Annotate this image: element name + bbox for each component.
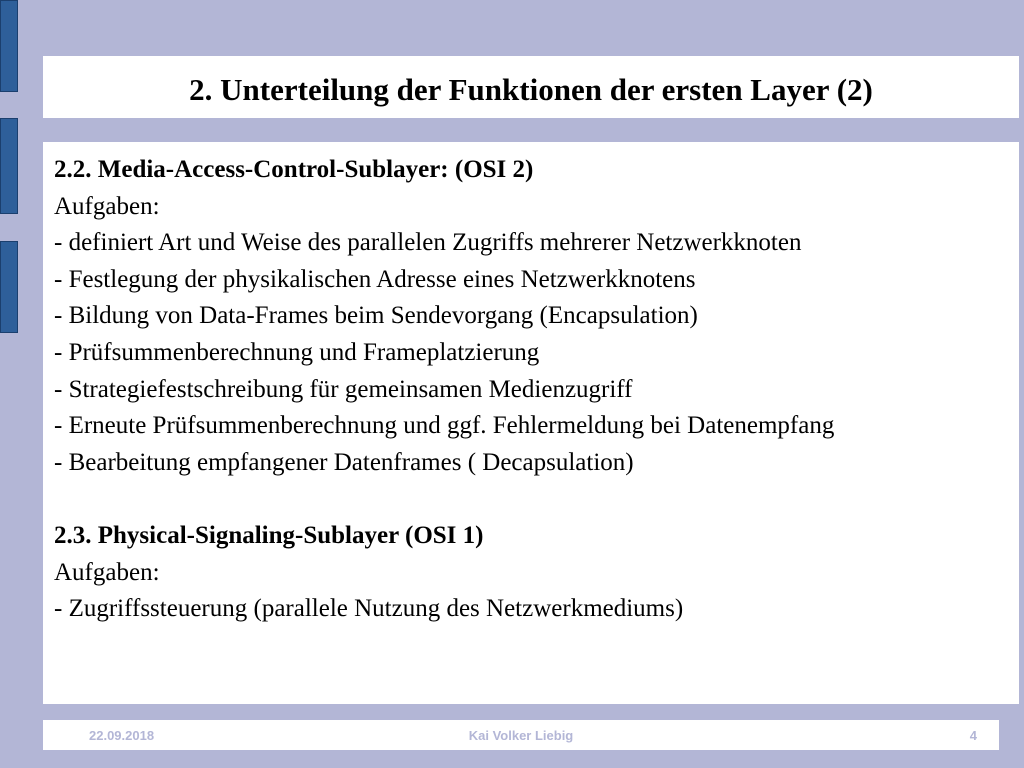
list-item: - definiert Art und Weise des parallelen Zugriffs mehrerer Netzwerkknoten xyxy=(54,229,802,257)
section-subheading-physical: Aufgaben: xyxy=(54,558,160,586)
slide-title: 2. Unterteilung der Funktionen der ersten Layer (2) xyxy=(189,72,873,107)
section-heading-mac: 2.2. Media-Access-Control-Sublayer: (OSI 2) xyxy=(54,156,534,183)
list-item: - Strategiefestschreibung für gemeinsamen Medienzugriff xyxy=(54,375,633,403)
footer-author: Kai Volker Liebig xyxy=(468,728,574,743)
list-item: - Bearbeitung empfangener Datenframes ( Decapsulation) xyxy=(54,448,634,476)
list-item: - Prüfsummenberechnung und Frameplatzierung xyxy=(54,338,540,366)
accent-bar-bottom xyxy=(0,241,18,333)
accent-bar-middle xyxy=(0,118,18,214)
list-item: - Erneute Prüfsummenberechnung und ggf. Fehlermeldung bei Datenempfang xyxy=(54,412,835,440)
footer-page-number: 4 xyxy=(969,728,977,743)
list-item: - Bildung von Data-Frames beim Sendevorgang (Encapsulation) xyxy=(54,302,698,330)
content-panel xyxy=(43,142,1019,704)
section-spacer xyxy=(54,481,1016,518)
section-heading-physical: 2.3. Physical-Signaling-Sublayer (OSI 1) xyxy=(54,521,484,549)
title-panel xyxy=(43,56,1019,118)
footer xyxy=(43,720,999,750)
list-item: - Zugriffssteuerung (parallele Nutzung des Netzwerkmediums) xyxy=(54,595,684,623)
accent-bar-top xyxy=(0,0,18,92)
content-body xyxy=(54,152,1016,628)
footer-date: 22.09.2018 xyxy=(89,728,155,743)
section-subheading-mac: Aufgaben: xyxy=(54,192,160,220)
list-item: - Festlegung der physikalischen Adresse eines Netzwerkknotens xyxy=(54,265,696,293)
